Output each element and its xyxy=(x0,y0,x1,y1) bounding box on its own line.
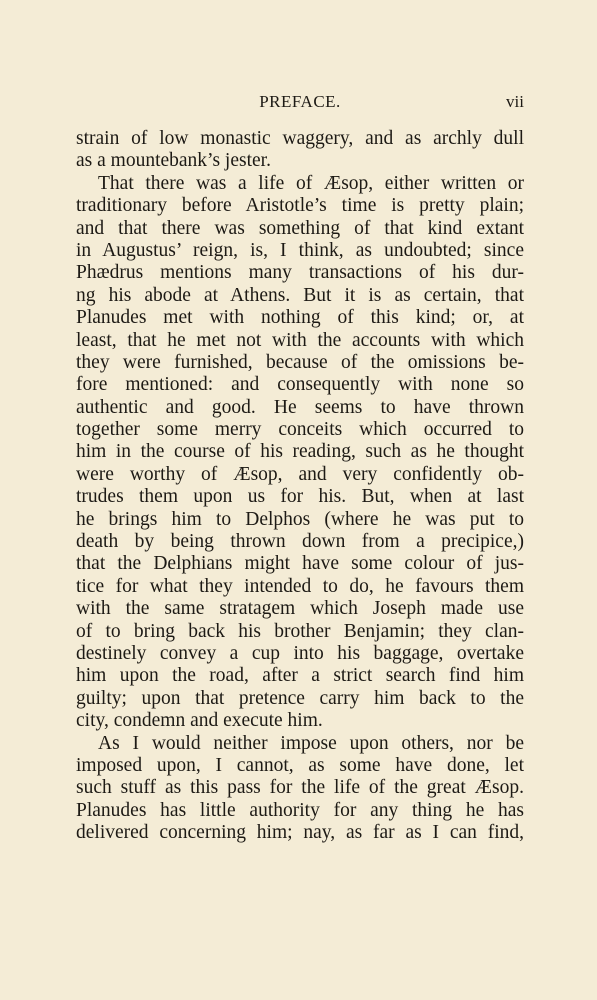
text-line: him upon the road, after a strict search find him xyxy=(76,665,524,687)
text-line: As I would neither impose upon others, nor be xyxy=(98,732,524,754)
text-line: Planudes has little authority for any thing he has xyxy=(76,799,524,821)
text-line: as a mountebank’s jester. xyxy=(76,150,271,172)
running-header xyxy=(76,92,524,114)
text-line: tice for what they intended to do, he favours them xyxy=(76,575,524,597)
text-line: him in the course of his reading, such as he thought xyxy=(76,441,524,463)
text-line: trudes them upon us for his. But, when at last xyxy=(76,486,524,508)
text-line: with the same stratagem which Joseph made use xyxy=(76,598,524,620)
text-line: Phædrus mentions many transactions of his dur- xyxy=(76,262,524,284)
text-line: fore mentioned: and consequently with none so xyxy=(76,374,524,396)
text-line: authentic and good. He seems to have thrown xyxy=(76,396,524,418)
text-line: destinely convey a cup into his baggage, overtake xyxy=(76,642,524,664)
text-line: that the Delphians might have some colour of jus- xyxy=(76,553,524,575)
text-line: That there was a life of Æsop, either written or xyxy=(98,172,524,194)
text-line: were worthy of Æsop, and very confidently ob- xyxy=(76,463,524,485)
text-line: delivered concerning him; nay, as far as I can find, xyxy=(76,822,524,844)
text-line: of to bring back his brother Benjamin; they clan- xyxy=(76,620,524,642)
text-line: imposed upon, I cannot, as some have done, let xyxy=(76,754,524,776)
text-line: strain of low monastic waggery, and as archly dull xyxy=(76,128,524,149)
text-line: city, condemn and execute him. xyxy=(76,710,323,732)
text-line: such stuff as this pass for the life of the great Æsop. xyxy=(76,777,524,799)
text-line: least, that he met not with the accounts with which xyxy=(76,329,524,351)
text-line: and that there was something of that kind extant xyxy=(76,217,524,239)
text-line: ng his abode at Athens. But it is as certain, that xyxy=(76,284,524,306)
text-line: in Augustus’ reign, is, I think, as undoubted; since xyxy=(76,239,524,261)
text-line: traditionary before Aristotle’s time is pretty plain; xyxy=(76,195,524,217)
text-line: death by being thrown down from a precipice,) xyxy=(76,531,524,553)
text-line: they were furnished, because of the omissions be- xyxy=(76,351,524,373)
text-line: together some merry conceits which occurred to xyxy=(76,419,524,441)
text-line: he brings him to Delphos (where he was put to xyxy=(76,508,524,530)
running-title: PREFACE. xyxy=(259,92,341,111)
page-number: vii xyxy=(506,92,524,111)
body-text xyxy=(76,128,524,845)
text-line: guilty; upon that pretence carry him back to the xyxy=(76,687,524,709)
text-line: Planudes met with nothing of this kind; or, at xyxy=(76,307,524,329)
